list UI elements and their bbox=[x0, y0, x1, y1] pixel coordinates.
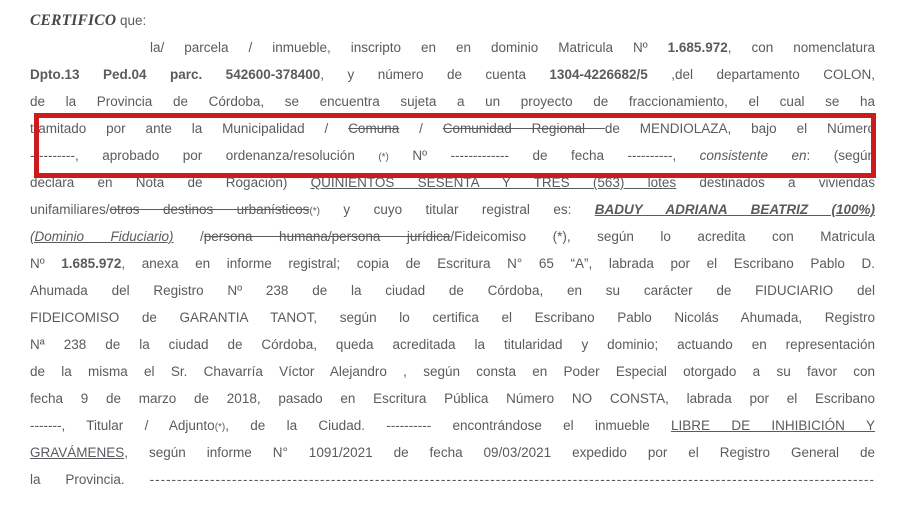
text-segment: Nº ------------- de fecha ----------, bbox=[388, 148, 700, 163]
text-segment: Comunidad Regional bbox=[442, 121, 605, 136]
text-segment: Nª 238 de la ciudad de Córdoba, queda acreditada la titularidad y dominio; actuando en representación bbox=[30, 337, 875, 352]
text-segment: , de la Ciudad. ---------- encontrándose el inmueble bbox=[225, 418, 672, 433]
text-segment: (*) bbox=[378, 152, 389, 163]
text-segment: según informe N° 1091/2021 de fecha 09/03/2021 expedido por el Registro General de bbox=[128, 445, 875, 460]
text-segment: ------------------------------------------------------------------------------------------------------------------------------------ bbox=[149, 472, 875, 487]
text-segment: persona humana/persona jurídica bbox=[203, 229, 451, 244]
document-body bbox=[30, 34, 875, 493]
text-segment: y cuyo titular registral es: bbox=[320, 202, 595, 217]
text-segment: fecha 9 de marzo de 2018, pasado en Escritura Pública Número NO CONSTA, labrada por el Escribano bbox=[30, 391, 875, 406]
document-line bbox=[30, 412, 875, 439]
heading-lead: CERTIFICO bbox=[30, 12, 117, 29]
text-segment: 1304-4226682/5 bbox=[549, 67, 648, 82]
document-line bbox=[30, 169, 875, 196]
text-segment: Dpto.13 Ped.04 parc. 542600-378400 bbox=[30, 67, 321, 82]
text-segment: unifamiliares/ bbox=[30, 202, 110, 217]
text-segment: / bbox=[399, 121, 443, 136]
text-segment: (*) bbox=[309, 206, 320, 217]
text-segment: Nº bbox=[30, 256, 62, 271]
document-line bbox=[30, 61, 875, 88]
heading-rest: que: bbox=[116, 13, 147, 28]
text-segment: (Dominio Fiduciario) bbox=[30, 229, 174, 244]
text-segment: la Provincia. bbox=[30, 472, 150, 487]
text-segment: /Fideicomiso (*), según lo acredita con Matricula bbox=[450, 229, 875, 244]
text-segment: BADUY ADRIANA BEATRIZ (100%) bbox=[594, 202, 875, 217]
text-segment: Comuna bbox=[348, 121, 400, 136]
text-segment: , anexa en informe registral; copia de Escritura N° 65 “A”, labrada por el Escribano Pablo D. bbox=[121, 256, 875, 271]
text-segment: ----------, aprobado por ordenanza/resolución bbox=[30, 148, 379, 163]
document-line bbox=[30, 115, 875, 142]
text-segment: de MENDIOLAZA, bajo el Número bbox=[604, 121, 875, 136]
document-line bbox=[30, 385, 875, 412]
text-segment: GRAVÁMENES, bbox=[30, 445, 129, 460]
text-segment: ,del departamento COLON, bbox=[647, 67, 875, 82]
text-segment: otros destinos urbanísticos bbox=[109, 202, 310, 217]
text-segment: de la Provincia de Córdoba, se encuentra sujeta a un proyecto de fraccionamiento, el cual se ha bbox=[30, 94, 875, 109]
document-heading bbox=[30, 7, 875, 34]
text-segment: Ahumada del Registro Nº 238 de la ciudad de Córdoba, en su carácter de FIDUCIARIO del bbox=[30, 283, 875, 298]
text-segment: destinados a viviendas bbox=[676, 175, 875, 190]
text-segment: de la misma el Sr. Chavarría Víctor Alejandro , según consta en Poder Especial otorgado a su favor con bbox=[30, 364, 875, 379]
text-segment: FIDEICOMISO de GARANTIA TANOT, según lo certifica el Escribano Pablo Nicolás Ahumada, Registro bbox=[30, 310, 875, 325]
document-line bbox=[30, 223, 875, 250]
text-segment: QUINIENTOS SESENTA Y TRES (563) lotes bbox=[310, 175, 677, 190]
text-segment: LIBRE DE INHIBICIÓN Y bbox=[671, 418, 875, 433]
document-line bbox=[30, 439, 875, 466]
document-line bbox=[30, 466, 875, 493]
text-segment: (*) bbox=[214, 422, 226, 433]
text-segment: : (según bbox=[806, 148, 875, 163]
text-segment: tramitado por ante la Municipalidad / bbox=[30, 121, 349, 136]
text-segment: , con nomenclatura bbox=[727, 40, 875, 55]
document-line bbox=[30, 331, 875, 358]
text-segment: la/ parcela / inmueble, inscripto en en dominio Matricula Nº bbox=[150, 40, 668, 55]
document-line bbox=[30, 34, 875, 61]
document-line bbox=[30, 196, 875, 223]
document-line bbox=[30, 277, 875, 304]
document-line bbox=[30, 250, 875, 277]
text-segment: consistente en bbox=[699, 148, 807, 163]
text-segment: 1.685.972 bbox=[61, 256, 122, 271]
document-line bbox=[30, 304, 875, 331]
certificate-document bbox=[30, 7, 875, 493]
text-segment: -------, Titular / Adjunto bbox=[30, 418, 215, 433]
text-segment: / bbox=[173, 229, 204, 244]
document-line bbox=[30, 88, 875, 115]
document-line bbox=[30, 358, 875, 385]
text-segment: 1.685.972 bbox=[667, 40, 728, 55]
document-line bbox=[30, 142, 875, 169]
text-segment: declara en Nota de Rogación) bbox=[30, 175, 311, 190]
text-segment: , y número de cuenta bbox=[320, 67, 550, 82]
